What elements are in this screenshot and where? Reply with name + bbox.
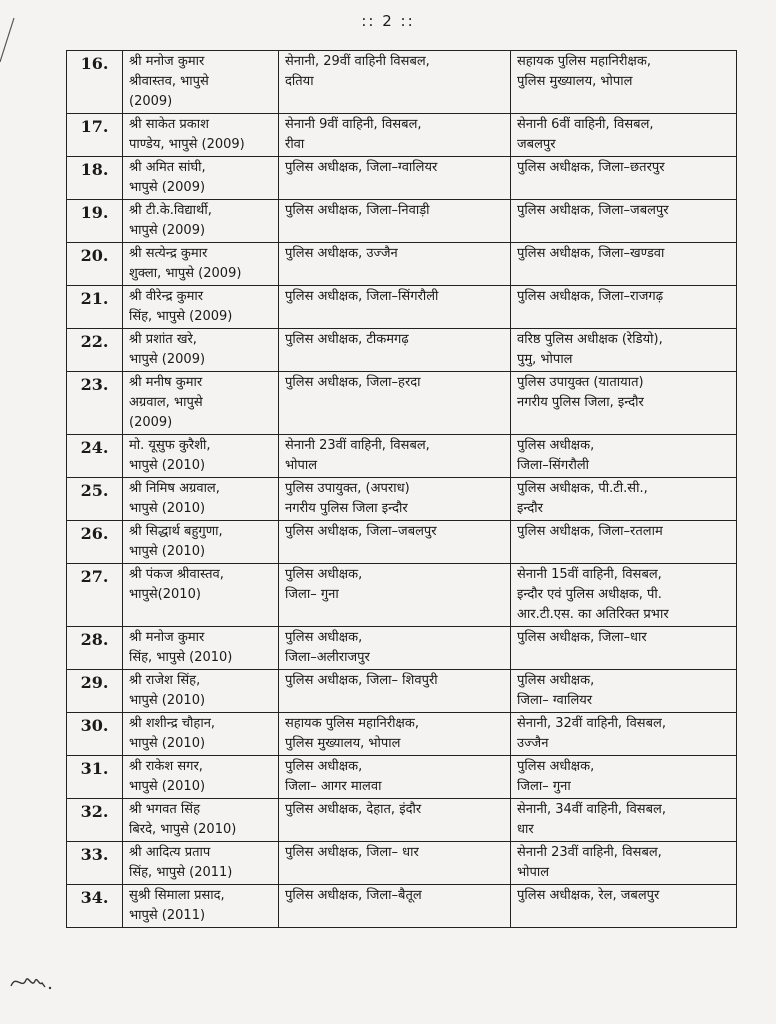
officer-name: [123, 243, 279, 286]
officer-name-text: श्री राजेश सिंह, भापुसे (2010): [129, 673, 206, 708]
new-posting: [511, 114, 737, 157]
serial-number: [67, 286, 123, 329]
officer-name: [123, 286, 279, 329]
officer-name-text: श्री मनोज कुमार सिंह, भापुसे (2010): [129, 630, 233, 665]
officer-name-text: श्री अमित सांघी, भापुसे (2009): [129, 160, 206, 195]
current-posting: [279, 564, 511, 627]
new-posting-text: पुलिस अधीक्षक, रेल, जबलपुर: [517, 888, 660, 903]
current-posting-text: पुलिस अधीक्षक, जिला–सिंगरौली: [285, 289, 439, 304]
new-posting: [511, 157, 737, 200]
serial-number: [67, 842, 123, 885]
current-posting: [279, 670, 511, 713]
current-posting: [279, 114, 511, 157]
serial-number-text: 27.: [80, 567, 109, 586]
table-row: [67, 670, 737, 713]
new-posting: [511, 885, 737, 928]
current-posting: [279, 157, 511, 200]
serial-number-text: 34.: [80, 888, 109, 907]
current-posting-text: पुलिस अधीक्षक, जिला–अलीराजपुर: [285, 630, 370, 665]
officer-name-text: श्री प्रशांत खरे, भापुसे (2009): [129, 332, 206, 367]
current-posting: [279, 200, 511, 243]
current-posting: [279, 286, 511, 329]
table-row: [67, 200, 737, 243]
officer-name-text: श्री राकेश सगर, भापुसे (2010): [129, 759, 206, 794]
current-posting: [279, 627, 511, 670]
serial-number: [67, 157, 123, 200]
current-posting: [279, 799, 511, 842]
officer-name: [123, 670, 279, 713]
new-posting: [511, 670, 737, 713]
officer-name: [123, 157, 279, 200]
serial-number-text: 24.: [80, 438, 109, 457]
serial-number: [67, 799, 123, 842]
serial-number-text: 28.: [80, 630, 109, 649]
serial-number: [67, 114, 123, 157]
officer-name-text: श्री मनीष कुमार अग्रवाल, भापुसे (2009): [129, 375, 203, 430]
current-posting-text: पुलिस अधीक्षक, जिला– आगर मालवा: [285, 759, 382, 794]
serial-number-text: 31.: [80, 759, 109, 778]
serial-number-text: 29.: [80, 673, 109, 692]
table-row: [67, 756, 737, 799]
table-row: [67, 157, 737, 200]
current-posting: [279, 521, 511, 564]
serial-number: [67, 435, 123, 478]
officer-name-text: सुश्री सिमाला प्रसाद, भापुसे (2011): [129, 888, 225, 923]
serial-number: [67, 521, 123, 564]
current-posting-text: पुलिस अधीक्षक, जिला–जबलपुर: [285, 524, 437, 539]
new-posting-text: पुलिस उपायुक्त (यातायात) नगरीय पुलिस जिला, इन्दौर: [517, 375, 644, 410]
current-posting-text: पुलिस अधीक्षक, जिला–ग्वालियर: [285, 160, 438, 175]
current-posting-text: सेनानी, 29वीं वाहिनी विसबल, दतिया: [285, 54, 430, 89]
current-posting-text: पुलिस अधीक्षक, जिला–बैतूल: [285, 888, 422, 903]
serial-number-text: 30.: [80, 716, 109, 735]
new-posting-text: पुलिस अधीक्षक, जिला– गुना: [517, 759, 595, 794]
officer-name-text: श्री निमिष अग्रवाल, भापुसे (2010): [129, 481, 220, 516]
table-row: [67, 521, 737, 564]
serial-number: [67, 51, 123, 114]
current-posting: [279, 842, 511, 885]
new-posting-text: सेनानी, 34वीं वाहिनी, विसबल, धार: [517, 802, 666, 837]
current-posting-text: पुलिस अधीक्षक, जिला–निवाड़ी: [285, 203, 430, 218]
serial-number: [67, 885, 123, 928]
new-posting: [511, 713, 737, 756]
current-posting-text: पुलिस अधीक्षक, टीकमगढ़: [285, 332, 409, 347]
officer-name-text: श्री सत्येन्द्र कुमार शुक्ला, भापुसे (2009): [129, 246, 242, 281]
serial-number: [67, 713, 123, 756]
table-row: [67, 114, 737, 157]
serial-number-text: 26.: [80, 524, 109, 543]
current-posting-text: पुलिस अधीक्षक, देहात, इंदौर: [285, 802, 422, 817]
current-posting-text: पुलिस अधीक्षक, जिला– धार: [285, 845, 419, 860]
table-row: [67, 243, 737, 286]
officer-name: [123, 478, 279, 521]
new-posting: [511, 329, 737, 372]
current-posting-text: सेनानी 23वीं वाहिनी, विसबल, भोपाल: [285, 438, 430, 473]
new-posting: [511, 200, 737, 243]
serial-number-text: 32.: [80, 802, 109, 821]
new-posting: [511, 372, 737, 435]
officer-name-text: श्री आदित्य प्रताप सिंह, भापुसे (2011): [129, 845, 233, 880]
serial-number-text: 23.: [80, 375, 109, 394]
serial-number-text: 16.: [80, 54, 109, 73]
current-posting: [279, 713, 511, 756]
new-posting-text: पुलिस अधीक्षक, जिला–जबलपुर: [517, 203, 669, 218]
new-posting-text: सेनानी 6वीं वाहिनी, विसबल, जबलपुर: [517, 117, 654, 152]
new-posting: [511, 564, 737, 627]
current-posting-text: पुलिस अधीक्षक, जिला–हरदा: [285, 375, 421, 390]
table-row: [67, 627, 737, 670]
officer-name: [123, 200, 279, 243]
page-number: :: 2 ::: [361, 12, 415, 30]
table-row: [67, 842, 737, 885]
officer-name: [123, 329, 279, 372]
new-posting: [511, 435, 737, 478]
table-row: [67, 51, 737, 114]
signature-icon: [8, 966, 58, 994]
new-posting: [511, 521, 737, 564]
new-posting: [511, 478, 737, 521]
new-posting-text: वरिष्ठ पुलिस अधीक्षक (रेडियो), पुमु, भोपाल: [517, 332, 663, 367]
serial-number: [67, 372, 123, 435]
serial-number: [67, 564, 123, 627]
serial-number: [67, 670, 123, 713]
officer-name-text: श्री साकेत प्रकाश पाण्डेय, भापुसे (2009): [129, 117, 245, 152]
new-posting-text: पुलिस अधीक्षक, पी.टी.सी., इन्दौर: [517, 481, 648, 516]
new-posting-text: सहायक पुलिस महानिरीक्षक, पुलिस मुख्यालय, भोपाल: [517, 54, 651, 89]
current-posting: [279, 51, 511, 114]
current-posting: [279, 329, 511, 372]
officer-name: [123, 799, 279, 842]
officer-name-text: श्री भगवत सिंह बिरदे, भापुसे (2010): [129, 802, 237, 837]
table-row: [67, 799, 737, 842]
new-posting-text: पुलिस अधीक्षक, जिला–छतरपुर: [517, 160, 665, 175]
serial-number-text: 20.: [80, 246, 109, 265]
current-posting-text: सहायक पुलिस महानिरीक्षक, पुलिस मुख्यालय, भोपाल: [285, 716, 419, 751]
new-posting-text: पुलिस अधीक्षक, जिला–धार: [517, 630, 647, 645]
serial-number: [67, 627, 123, 670]
table-row: [67, 885, 737, 928]
officer-name: [123, 713, 279, 756]
new-posting: [511, 799, 737, 842]
current-posting-text: पुलिस उपायुक्त, (अपराध) नगरीय पुलिस जिला इन्दौर: [285, 481, 410, 516]
serial-number-text: 17.: [80, 117, 109, 136]
officer-name: [123, 627, 279, 670]
new-posting-text: सेनानी, 32वीं वाहिनी, विसबल, उज्जैन: [517, 716, 666, 751]
current-posting: [279, 885, 511, 928]
serial-number-text: 18.: [80, 160, 109, 179]
new-posting-text: पुलिस अधीक्षक, जिला– ग्वालियर: [517, 673, 595, 708]
serial-number: [67, 243, 123, 286]
new-posting: [511, 286, 737, 329]
officer-name-text: श्री पंकज श्रीवास्तव, भापुसे(2010): [129, 567, 224, 602]
serial-number-text: 19.: [80, 203, 109, 222]
current-posting: [279, 243, 511, 286]
current-posting: [279, 478, 511, 521]
table-row: [67, 329, 737, 372]
new-posting: [511, 51, 737, 114]
officer-name-text: श्री टी.के.विद्यार्थी, भापुसे (2009): [129, 203, 212, 238]
officer-name: [123, 372, 279, 435]
new-posting-text: सेनानी 15वीं वाहिनी, विसबल, इन्दौर एवं पुलिस अधीक्षक, पी. आर.टी.एस. का अतिरिक्त प्रभार: [517, 567, 669, 622]
serial-number-text: 21.: [80, 289, 109, 308]
officer-name: [123, 51, 279, 114]
current-posting-text: पुलिस अधीक्षक, जिला– शिवपुरी: [285, 673, 438, 688]
officer-name-text: श्री सिद्धार्थ बहुगुणा, भापुसे (2010): [129, 524, 223, 559]
current-posting-text: पुलिस अधीक्षक, जिला– गुना: [285, 567, 363, 602]
new-posting: [511, 842, 737, 885]
current-posting-text: पुलिस अधीक्षक, उज्जैन: [285, 246, 398, 261]
new-posting: [511, 627, 737, 670]
new-posting: [511, 243, 737, 286]
officer-name-text: श्री वीरेन्द्र कुमार सिंह, भापुसे (2009): [129, 289, 233, 324]
serial-number-text: 25.: [80, 481, 109, 500]
new-posting-text: पुलिस अधीक्षक, जिला–रतलाम: [517, 524, 663, 539]
serial-number-text: 33.: [80, 845, 109, 864]
current-posting-text: सेनानी 9वीं वाहिनी, विसबल, रीवा: [285, 117, 422, 152]
table-row: [67, 713, 737, 756]
officer-name: [123, 114, 279, 157]
new-posting-text: पुलिस अधीक्षक, जिला–सिंगरौली: [517, 438, 595, 473]
officer-name-text: श्री शशीन्द्र चौहान, भापुसे (2010): [129, 716, 216, 751]
serial-number-text: 22.: [80, 332, 109, 351]
officer-name: [123, 756, 279, 799]
table-row: [67, 435, 737, 478]
officer-name: [123, 885, 279, 928]
officer-name: [123, 564, 279, 627]
current-posting: [279, 372, 511, 435]
serial-number: [67, 756, 123, 799]
transfer-table: [66, 50, 737, 928]
officer-name: [123, 842, 279, 885]
serial-number: [67, 200, 123, 243]
serial-number: [67, 478, 123, 521]
table-row: [67, 478, 737, 521]
officer-name: [123, 521, 279, 564]
current-posting: [279, 435, 511, 478]
officer-name: [123, 435, 279, 478]
table-row: [67, 286, 737, 329]
table-row: [67, 372, 737, 435]
officer-name-text: श्री मनोज कुमार श्रीवास्तव, भापुसे (2009): [129, 54, 209, 109]
current-posting: [279, 756, 511, 799]
new-posting-text: पुलिस अधीक्षक, जिला–राजगढ़: [517, 289, 664, 304]
officer-name-text: मो. यूसुफ कुरैशी, भापुसे (2010): [129, 438, 211, 473]
new-posting-text: पुलिस अधीक्षक, जिला–खण्डवा: [517, 246, 665, 261]
table-row: [67, 564, 737, 627]
new-posting-text: सेनानी 23वीं वाहिनी, विसबल, भोपाल: [517, 845, 662, 880]
new-posting: [511, 756, 737, 799]
serial-number: [67, 329, 123, 372]
